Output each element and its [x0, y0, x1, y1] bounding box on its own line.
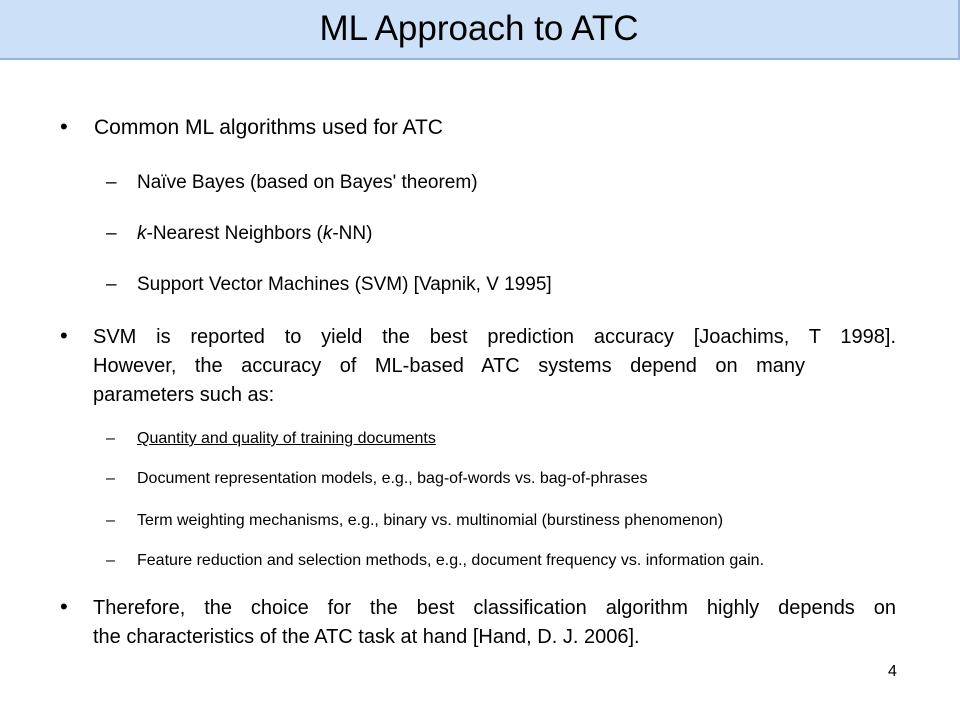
bullet-marker: •	[60, 114, 68, 139]
dash-marker: –	[106, 172, 117, 193]
knn-mid: -Nearest Neighbors (	[146, 223, 323, 244]
dash-marker: –	[106, 274, 117, 295]
bullet-text-2-line-1: SVM is reported to yield the best prediction accuracy [Joachims, T 1998].	[93, 326, 896, 348]
title-bar	[0, 0, 960, 60]
sub-item-feature-reduction: Feature reduction and selection methods, e.g., document frequency vs. information gain.	[137, 552, 765, 569]
bullet-text-3-line-2: the characteristics of the ATC task at hand [Hand, D. J. 2006].	[93, 626, 640, 648]
sub-item-svm: Support Vector Machines (SVM) [Vapnik, V 1995]	[137, 274, 552, 295]
bullet-text-2-line-2: However, the accuracy of ML-based ATC systems depend on many	[93, 355, 805, 377]
dash-marker: –	[106, 470, 115, 487]
sub-item-knn	[137, 223, 372, 245]
sub-item-term-weighting: Term weighting mechanisms, e.g., binary vs. multinomial (burstiness phenomenon)	[137, 512, 724, 529]
bullet-marker: •	[60, 323, 68, 348]
bullet-text-2-line-3: parameters such as:	[93, 384, 275, 406]
dash-marker: –	[106, 223, 117, 244]
dash-marker: –	[106, 430, 115, 447]
sub-item-training-documents: Quantity and quality of training documents	[137, 430, 436, 447]
sub-item-representation-models: Document representation models, e.g., bag-of-words vs. bag-of-phrases	[137, 470, 648, 487]
page-number: 4	[888, 663, 897, 680]
bullet-marker: •	[60, 594, 68, 619]
dash-marker: –	[106, 512, 115, 529]
knn-post: -NN)	[332, 223, 373, 244]
knn-italic-k2: k	[322, 223, 333, 244]
sub-item-naive-bayes: Naïve Bayes (based on Bayes' theorem)	[137, 172, 478, 193]
dash-marker: –	[106, 552, 115, 569]
slide-title: ML Approach to ATC	[319, 9, 639, 48]
bullet-text-1: Common ML algorithms used for ATC	[94, 116, 443, 139]
knn-italic-k: k	[137, 223, 147, 244]
bullet-text-3-line-1: Therefore, the choice for the best classification algorithm highly depends on	[93, 597, 896, 619]
